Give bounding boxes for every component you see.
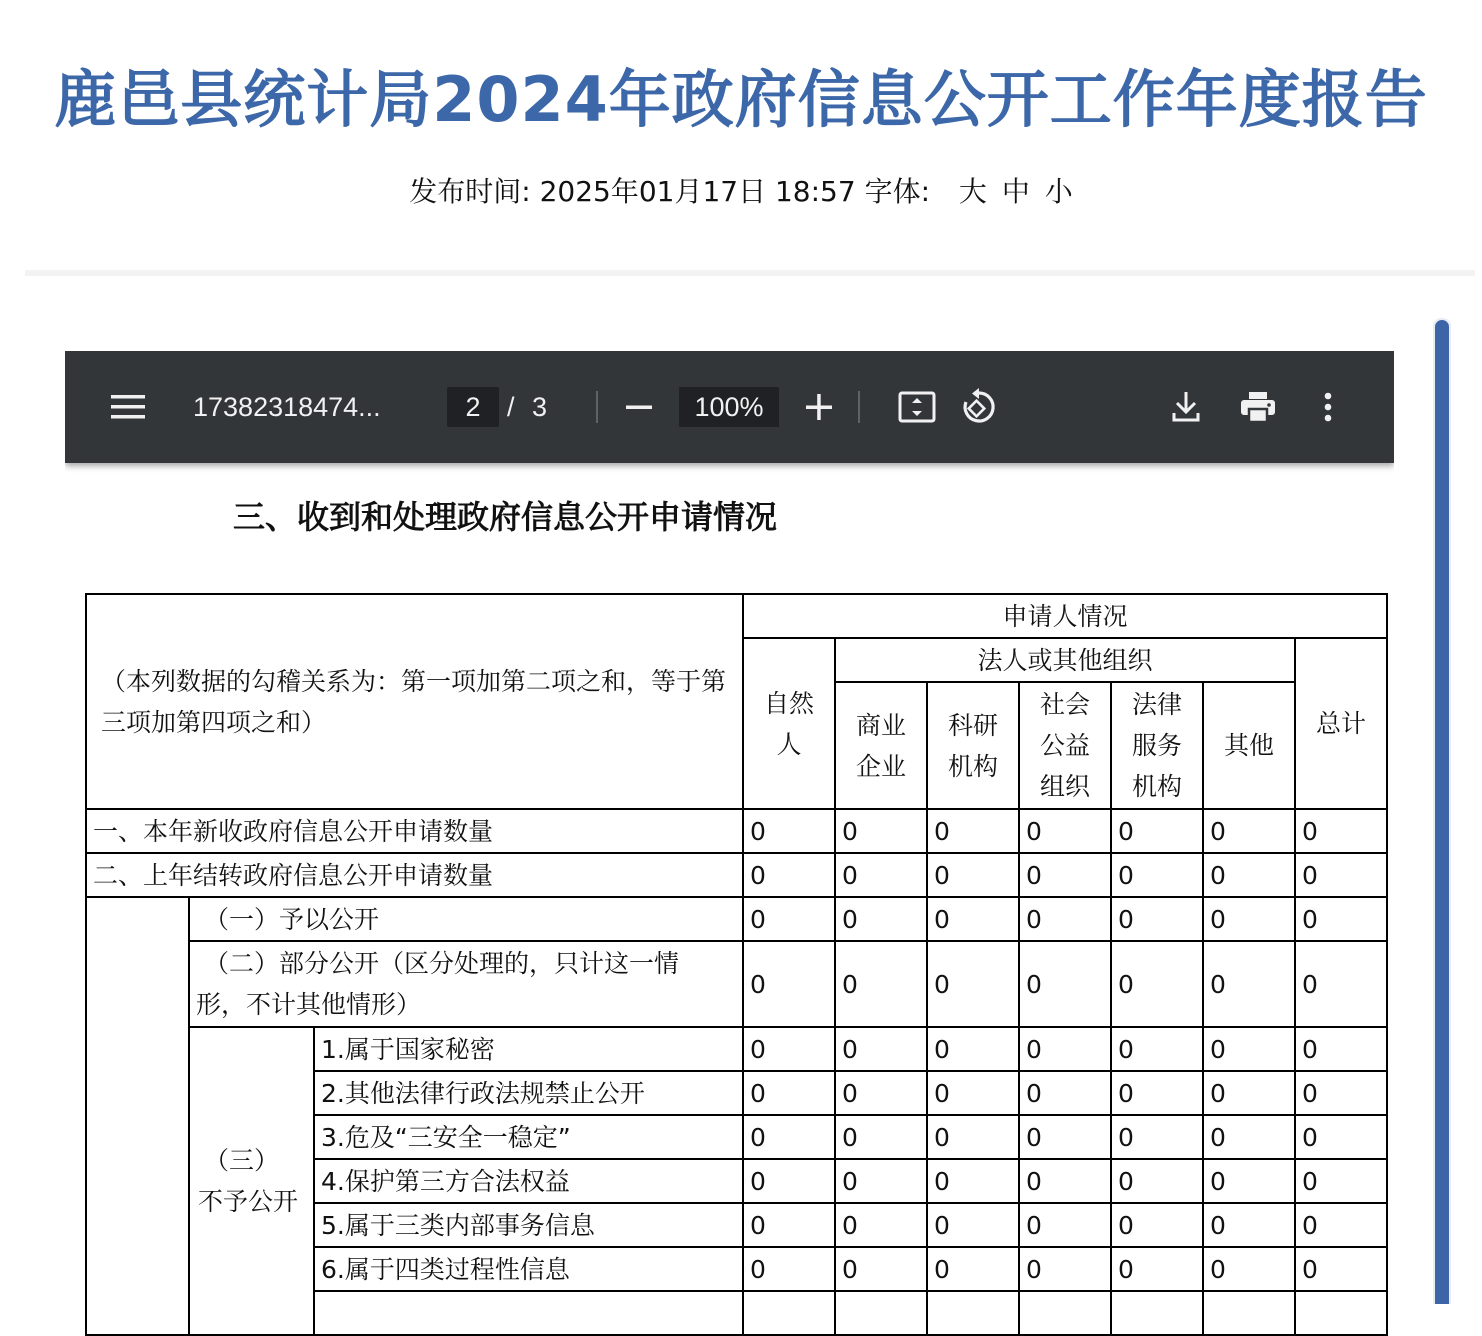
col-other: 其他	[1203, 682, 1295, 809]
toolbar-separator	[858, 391, 860, 423]
sub-row-label: 3.危及“三安全一稳定”	[314, 1115, 743, 1159]
cell-value: 0	[1019, 941, 1111, 1027]
cell-value: 0	[743, 1247, 835, 1291]
cell-value: 0	[1019, 1115, 1111, 1159]
rotate-icon	[960, 388, 998, 426]
col-natural-person: 自然人	[743, 638, 835, 809]
cell-value	[1019, 1291, 1111, 1335]
cell-value: 0	[927, 1247, 1019, 1291]
publish-label: 发布时间:	[409, 175, 531, 208]
cell-value: 0	[927, 1027, 1019, 1071]
download-icon	[1171, 391, 1201, 423]
rotate-button[interactable]	[960, 351, 998, 463]
sub-row-label: 1.属于国家秘密	[314, 1027, 743, 1071]
cell-value: 0	[743, 1027, 835, 1071]
cell-value: 0	[743, 897, 835, 941]
more-icon	[1324, 392, 1332, 422]
cell-value: 0	[927, 897, 1019, 941]
cell-value: 0	[1111, 1071, 1203, 1115]
row-label-public: （一）予以公开	[189, 897, 743, 941]
pdf-toolbar	[65, 351, 1394, 463]
cell-value: 0	[1111, 1027, 1203, 1071]
cell-value: 0	[1019, 1247, 1111, 1291]
cell-value: 0	[1203, 1027, 1295, 1071]
cell-value: 0	[835, 1071, 927, 1115]
page-title: 鹿邑县统计局2024年政府信息公开工作年度报告	[54, 63, 1428, 136]
cell-value: 0	[835, 941, 927, 1027]
fit-page-button[interactable]	[898, 351, 936, 463]
cell-value	[1111, 1291, 1203, 1335]
cell-value: 0	[927, 1159, 1019, 1203]
cell-value: 0	[1111, 1203, 1203, 1247]
cell-value: 0	[1111, 853, 1203, 897]
page-separator: /	[507, 391, 515, 422]
cell-value	[1295, 1291, 1387, 1335]
row-label-not-public: （三）不予公开	[189, 1027, 314, 1335]
cell-value	[927, 1291, 1019, 1335]
cell-value	[835, 1291, 927, 1335]
row-label-new: 一、本年新收政府信息公开申请数量	[86, 809, 743, 853]
page-number-input[interactable]: 2	[447, 387, 499, 427]
download-button[interactable]	[1171, 351, 1201, 463]
cell-value: 0	[743, 1203, 835, 1247]
cell-value: 0	[927, 1203, 1019, 1247]
cell-value: 0	[1019, 853, 1111, 897]
cell-value: 0	[1295, 1247, 1387, 1291]
cell-value: 0	[1111, 809, 1203, 853]
col-law-service: 法律服务机构	[1111, 682, 1203, 809]
cell-value: 0	[835, 809, 927, 853]
zoom-in-icon	[805, 393, 833, 421]
cell-value: 0	[927, 1071, 1019, 1115]
cell-value: 0	[1111, 897, 1203, 941]
legal-entity-header: 法人或其他组织	[835, 638, 1295, 682]
header-divider	[25, 270, 1475, 276]
cell-value: 0	[743, 853, 835, 897]
cell-value: 0	[1203, 941, 1295, 1027]
applicant-header: 申请人情况	[743, 594, 1387, 638]
row-label-carryover: 二、上年结转政府信息公开申请数量	[86, 853, 743, 897]
cell-value	[1203, 1291, 1295, 1335]
total-pages: 3	[532, 391, 548, 422]
sub-row-label: 4.保护第三方合法权益	[314, 1159, 743, 1203]
fit-page-icon	[898, 391, 936, 423]
file-name: 17382318474...	[193, 391, 381, 422]
print-button[interactable]	[1240, 351, 1276, 463]
cell-value: 0	[1295, 1203, 1387, 1247]
cell-value: 0	[1111, 941, 1203, 1027]
cell-value: 0	[1203, 853, 1295, 897]
cell-value: 0	[927, 809, 1019, 853]
toolbar-separator	[596, 391, 598, 423]
cell-value: 0	[927, 1115, 1019, 1159]
sub-row-label: 6.属于四类过程性信息	[314, 1247, 743, 1291]
cell-value: 0	[1295, 1071, 1387, 1115]
zoom-input[interactable]: 100%	[679, 387, 779, 427]
font-size-medium-link[interactable]: 中	[1001, 175, 1030, 208]
row-group-blank	[86, 897, 189, 1335]
cell-value: 0	[743, 1115, 835, 1159]
font-size-label: 字体:	[864, 175, 931, 208]
cell-value: 0	[1019, 1159, 1111, 1203]
cell-value	[743, 1291, 835, 1335]
cell-value: 0	[1203, 1115, 1295, 1159]
cell-value: 0	[1019, 1071, 1111, 1115]
sub-row-label: 5.属于三类内部事务信息	[314, 1203, 743, 1247]
cell-value: 0	[835, 1203, 927, 1247]
cell-value: 0	[835, 1247, 927, 1291]
cell-value: 0	[743, 809, 835, 853]
cell-value: 0	[1295, 897, 1387, 941]
cell-value: 0	[743, 1159, 835, 1203]
cell-value: 0	[1111, 1247, 1203, 1291]
cell-value: 0	[1019, 809, 1111, 853]
table-corner-note: （本列数据的勾稽关系为：第一项加第二项之和，等于第三项加第四项之和）	[86, 594, 743, 809]
cell-value: 0	[835, 1027, 927, 1071]
more-options-button[interactable]	[1324, 351, 1332, 463]
cell-value: 0	[1019, 897, 1111, 941]
cell-value: 0	[1203, 1203, 1295, 1247]
cell-value: 0	[1203, 809, 1295, 853]
font-size-large-link[interactable]: 大	[958, 175, 987, 208]
scrollbar-thumb[interactable]	[1435, 320, 1449, 1304]
cell-value: 0	[1111, 1159, 1203, 1203]
cell-value: 0	[1203, 1247, 1295, 1291]
col-social-org: 社会公益组织	[1019, 682, 1111, 809]
publish-time: 2025年01月17日 18:57	[539, 175, 856, 208]
cell-value: 0	[1111, 1115, 1203, 1159]
cell-value: 0	[1203, 1071, 1295, 1115]
col-research: 科研机构	[927, 682, 1019, 809]
cell-value: 0	[927, 941, 1019, 1027]
cell-value: 0	[1295, 853, 1387, 897]
publish-meta	[0, 170, 1482, 210]
cell-value: 0	[835, 897, 927, 941]
zoom-out-button[interactable]	[625, 351, 653, 463]
application-stats-table	[85, 593, 1388, 1336]
cell-value: 0	[835, 1115, 927, 1159]
cell-value: 0	[1295, 809, 1387, 853]
sub-row-label: 2.其他法律行政法规禁止公开	[314, 1071, 743, 1115]
cell-value: 0	[1295, 941, 1387, 1027]
section-heading: 三、收到和处理政府信息公开申请情况	[233, 498, 778, 536]
cell-value: 0	[835, 853, 927, 897]
cell-value: 0	[1019, 1027, 1111, 1071]
cell-value: 0	[1295, 1159, 1387, 1203]
menu-icon	[111, 394, 145, 420]
cell-value: 0	[1203, 897, 1295, 941]
menu-button[interactable]	[111, 351, 145, 463]
print-icon	[1240, 391, 1276, 423]
col-total: 总计	[1295, 638, 1387, 809]
sub-row-label	[314, 1291, 743, 1335]
row-label-partial: （二）部分公开（区分处理的，只计这一情形，不计其他情形）	[189, 941, 743, 1027]
zoom-out-icon	[625, 393, 653, 421]
cell-value: 0	[743, 941, 835, 1027]
cell-value: 0	[1295, 1115, 1387, 1159]
font-size-small-link[interactable]: 小	[1044, 175, 1073, 208]
cell-value: 0	[835, 1159, 927, 1203]
cell-value: 0	[927, 853, 1019, 897]
cell-value: 0	[1203, 1159, 1295, 1203]
cell-value: 0	[1019, 1203, 1111, 1247]
col-business: 商业企业	[835, 682, 927, 809]
cell-value: 0	[743, 1071, 835, 1115]
zoom-in-button[interactable]	[805, 351, 833, 463]
cell-value: 0	[1295, 1027, 1387, 1071]
